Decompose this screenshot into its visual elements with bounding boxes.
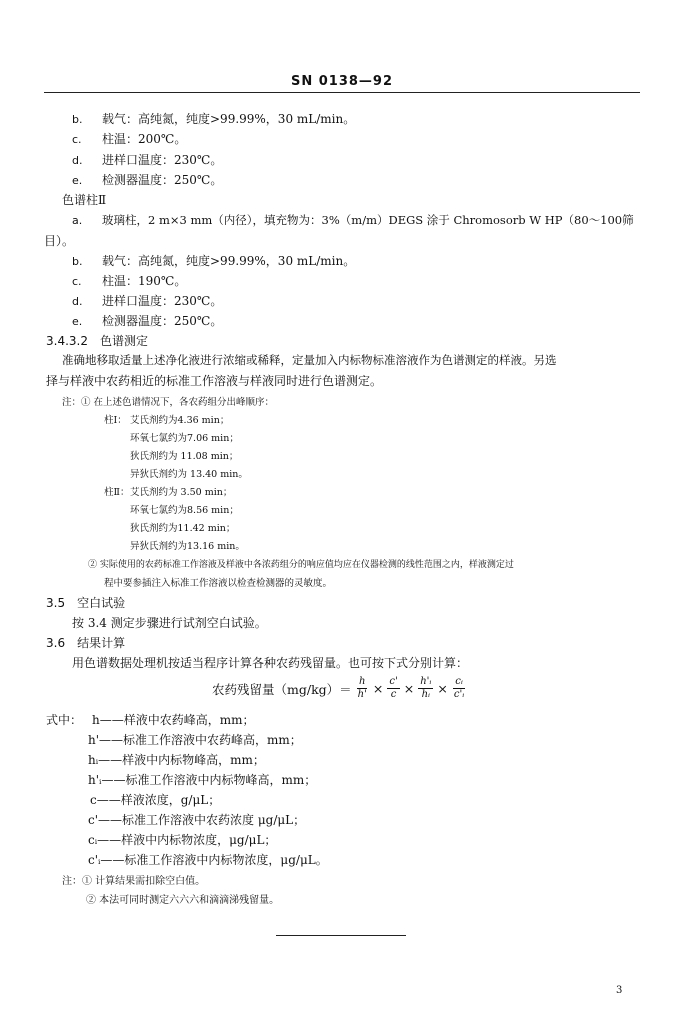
col2-item-a-cont: 目）。 [44,234,75,248]
definition-line: c——样液浓度，g/μL； [90,793,221,807]
section-heading-3-6: 3.6 结果计算 [46,636,126,650]
definition-line: h'——标准工作溶液中农药峰高，mm； [88,733,302,747]
times-sign: × [437,681,448,696]
definition-line: cᵢ——样液中内标物浓度，μg/μL； [88,833,277,847]
fraction-h [356,676,369,701]
item-label: a. [72,214,83,227]
times-sign: × [372,681,384,696]
fraction-denominator: c'ᵢ [453,689,465,700]
item-text: 玻璃柱，2 m×3 mm（内径），填充物为：3%（m/m）DEGS 涂于 Chromosorb W HP（80～100筛 [102,213,634,227]
note-line: ② 本法可同时测定六六六和滴滴涕残留量。 [86,895,280,906]
note-2-line: ② 实际使用的农药标准工作溶液及样液中各浓药组分的响应值均应在仪器检测的线性范围之内，样液测定过 [88,560,514,570]
item-label: b. [72,113,83,126]
fraction-denominator: c [390,689,397,700]
item-text: 检测器温度：250℃。 [102,314,223,328]
definitions-label: 式中： [46,713,83,727]
col1-item-b [72,110,355,127]
fraction-numerator: h [359,676,366,687]
standard-number-header: SN 0138—92 [290,74,394,89]
retention-line: 艾氏剂约为 3.50 min； [130,487,233,498]
header-rule [44,92,640,93]
item-text: 载气：高纯氮，纯度>99.99%，30 mL/min。 [102,112,356,126]
fraction-ci [452,676,466,701]
column-label: 柱Ⅱ： [104,487,130,498]
section-heading-3-4-3-2: 3.4.3.2 色谱测定 [46,334,148,348]
retention-line: 狄氏剂约为 11.08 min； [130,451,239,462]
fraction-numerator: h'ᵢ [420,676,432,687]
retention-line: 环氧七氯约为8.56 min； [130,505,239,516]
col1-item-d [72,151,222,168]
paragraph-line: 按 3.4 测定步骤进行试剂空白试验。 [72,616,267,630]
col2-item-d [72,292,222,309]
fraction-c [387,676,399,701]
item-label: e. [72,174,83,187]
retention-line: 狄氏剂约为11.42 min； [130,523,236,534]
fraction-numerator: c' [389,676,398,687]
paragraph-line: 用色谱数据处理机按适当程序计算各种农药残留量。也可按下式分别计算： [72,656,469,670]
item-text: 柱温：200℃。 [102,132,187,146]
retention-line: 艾氏剂约为4.36 min； [130,415,230,426]
retention-line: 异狄氏剂约为13.16 min。 [130,541,245,552]
definition-line: h'ᵢ——标准工作溶液中内标物峰高，mm； [88,773,317,787]
item-label: d. [72,295,83,308]
retention-line: 环氧七氯约为7.06 min； [130,433,239,444]
col2-item-c [72,272,186,289]
definition-line: hᵢ——样液中内标物峰高，mm； [88,753,265,767]
fraction-hi [418,676,433,701]
note-intro: 注：① 在上述色谱情况下，各农药组分出峰顺序： [62,397,275,408]
col2-item-e [72,312,222,329]
retention-line: 异狄氏剂约为 13.40 min。 [130,469,248,480]
item-text: 进样口温度：230℃。 [102,294,223,308]
item-text: 进样口温度：230℃。 [102,153,223,167]
item-text: 检测器温度：250℃。 [102,173,223,187]
residue-formula [212,676,466,701]
col2-item-a [72,212,634,228]
section-heading-3-5: 3.5 空白试验 [46,596,126,610]
fraction-denominator: hᵢ [421,689,431,700]
fraction-denominator: h' [357,689,367,700]
page-number: 3 [616,985,623,996]
item-label: b. [72,255,83,268]
definition-line: c'ᵢ——标准工作溶液中内标物浓度，μg/μL。 [88,853,328,867]
col2-item-b [72,252,355,269]
paragraph-line: 准确地移取适量上述净化液进行浓缩或稀释，定量加入内标物标准溶液作为色谱测定的样液。另选 [62,353,557,367]
times-sign: × [403,681,415,696]
definition-line: h——样液中农药峰高，mm； [92,713,255,727]
item-label: d. [72,154,83,167]
item-label: e. [72,315,83,328]
formula-lhs: 农药残留量（mg/kg）＝ [212,681,352,697]
column2-title: 色谱柱Ⅱ [62,193,107,207]
paragraph-line: 择与样液中农药相近的标准工作溶液与样液同时进行色谱测定。 [46,374,383,388]
column-label: 柱Ⅰ： [104,415,127,426]
fraction-numerator: cᵢ [455,676,463,687]
col1-item-c [72,130,186,147]
item-text: 载气：高纯氮，纯度>99.99%，30 mL/min。 [102,254,356,268]
col1-item-e [72,171,222,188]
item-text: 柱温：190℃。 [102,274,187,288]
note-line: 注：① 计算结果需扣除空白值。 [62,876,206,887]
item-label: c. [72,275,82,288]
note-2-line: 程中要参插注入标准工作溶液以检查检测器的灵敏度。 [104,578,333,589]
item-label: c. [72,133,82,146]
end-rule [276,935,406,936]
definition-line: c'——标准工作溶液中农药浓度 μg/μL； [88,813,306,827]
